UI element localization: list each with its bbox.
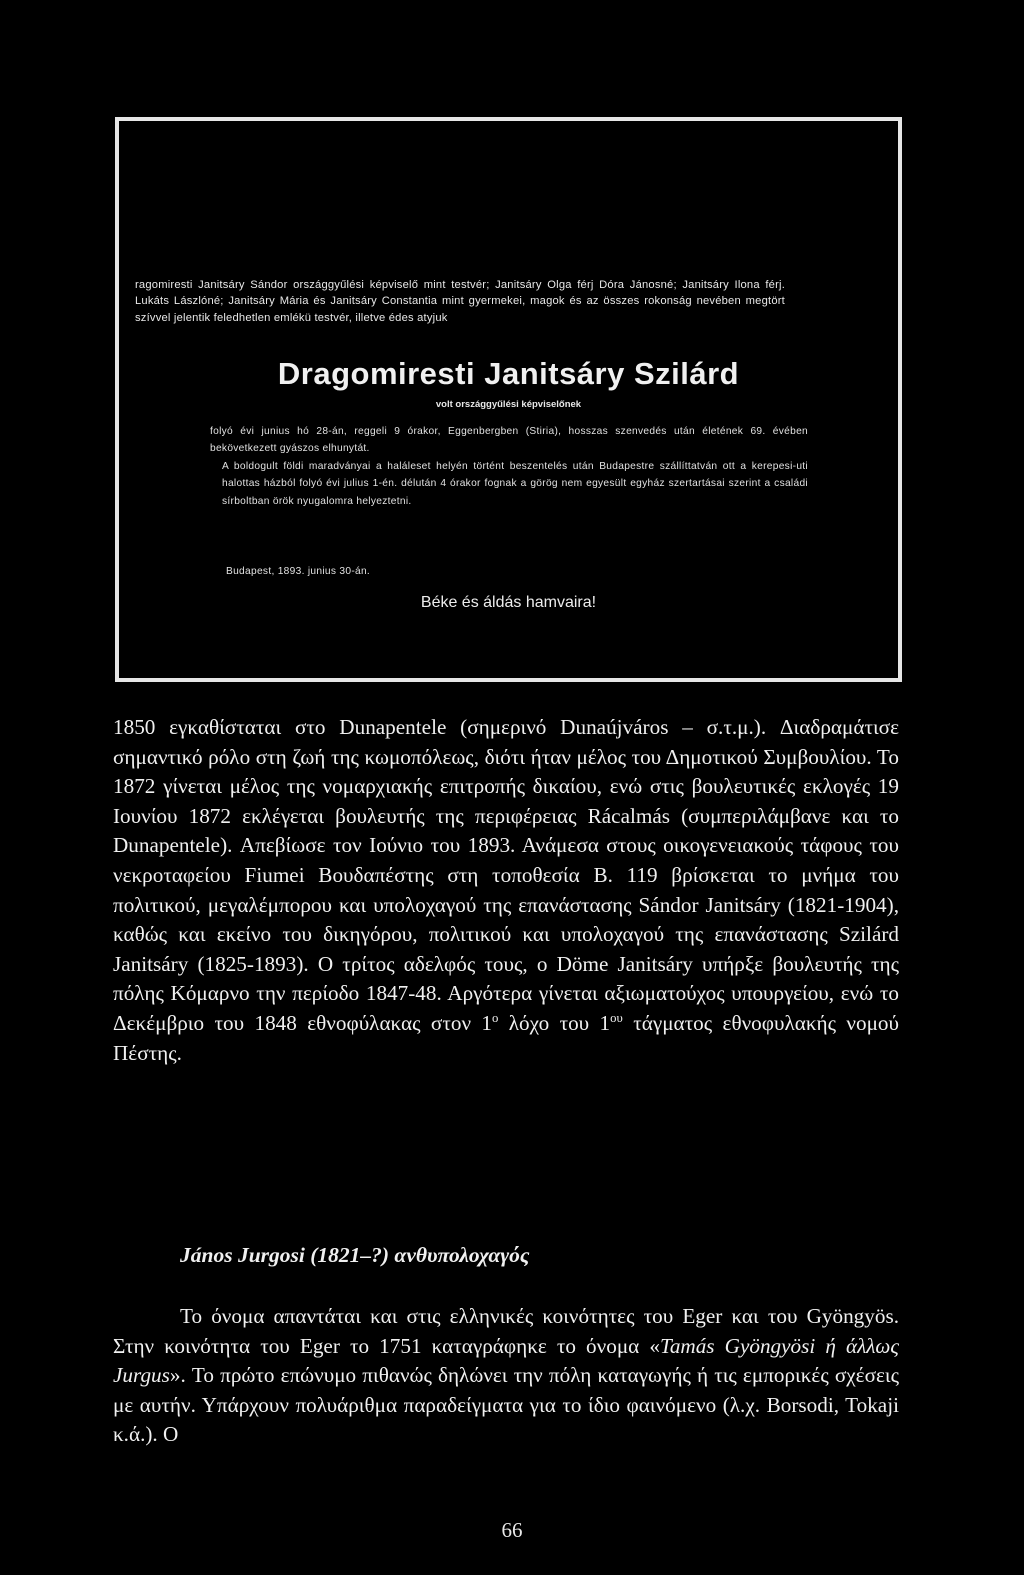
paragraph-2-italic-name: Tamás Gyöngyösi ή άλλως Jurgus [113, 1333, 899, 1388]
paragraph-2-text-end: ». Το πρώτο επώνυμο πιθανώς δηλώνει την πόλη καταγωγής ή τις εμπορικές σχέσεις με αυτήν. Υπάρχουν πολυάριθμα παραδείγματα για το ίδιο φαινόμενο (λ.χ. Borsodi, Tokaji κ.ά.). Ο [113, 1363, 899, 1447]
superscript-1: ο [492, 1010, 499, 1025]
superscript-2: ου [610, 1010, 623, 1025]
notice-closing: Béke és áldás hamvaira! [420, 594, 597, 611]
paragraph-1-text-middle: λόχο του 1 [498, 1010, 611, 1035]
body-paragraph-1 [113, 713, 899, 1068]
body-paragraph-2 [113, 1302, 899, 1450]
paragraph-1-text-end: τάγματος εθνοφυλακής νομού Πέστης. [113, 1010, 900, 1065]
notice-body-paragraph-1: folyó évi junius hó 28-án, reggeli 9 órakor, Eggenbergben (Stiria), hosszas szenvedés után életének 69. évében bekövetkezett gyászos elhunytát. [210, 426, 808, 455]
notice-body-paragraph-2: A boldogult földi maradványai a haláleset helyén történt beszentelés után Budapestre szállíttatván ott a kerepesi-uti halottas házból folyó évi julius 1-én. délután 4 órakor fognak a görög nem egyesült egyház szertartásai szerint a családi sírboltban örök nyugalomra helyeztetni. [222, 460, 808, 507]
notice-date: Budapest, 1893. junius 30-án. [226, 566, 371, 577]
page-number: 66 [501, 1518, 523, 1542]
notice-header-text: ragomiresti Janitsáry Sándor országgyűlési képviselő mint testvér; Janitsáry Olga férj Dóra Jánosné; Janitsáry Ilona férj. Lukáts Lászlóné; Janitsáry Mária és Janitsáry Constantia mint gyermekei, magok és az összes rokonság nevében megtört szívvel jelentik feledhetlen emlékü testvér, illetve édes atyjuk [135, 279, 785, 324]
notice-deceased-role: volt országgyűlési képviselőnek [435, 399, 582, 410]
paragraph-2-text: Το όνομα απαντάται και στις ελληνικές κοινότητες του Eger και του Gyöngyös. Στην κοινότητα του Eger το 1751 καταγράφηκε το όνομα « [113, 1304, 899, 1358]
notice-body [210, 423, 808, 510]
notice-deceased-name: Dragomiresti Janitsáry Szilárd [277, 356, 740, 391]
section-heading: János Jurgosi (1821–?) ανθυπολοχαγός [180, 1243, 530, 1267]
paragraph-1-text: 1850 εγκαθίσταται στο Dunapentele (σημερινό Dunaújváros – σ.τ.μ.). Διαδραμάτισε σημαντικό ρόλο στη ζωή της κωμοπόλεως, διότι ήταν μέλος του Δημοτικού Συμβουλίου. Το 1872 γίνεται μέλος της νομαρχιακής επιτροπής δικαίου, ενώ στις βουλευτικές εκλογές 19 Ιουνίου 1872 εκλέγεται βουλευτής της περιφέρειας Rácalmás (συμπεριλάμβανε και το Dunapentele). Απεβίωσε τον Ιούνιο του 1893. Ανάμεσα στους οικογενειακούς τάφους του νεκροταφείου Fiumei Βουδαπέστης στη τοποθεσία Β. 119 βρίσκεται το μνήμα του πολιτικού, μεγαλέμπορου και υπολοχαγού της επανάστασης Sándor Janitsáry (1821-1904), καθώς και εκείνο του δικηγόρου, πολιτικού και υπολοχαγού της επανάστασης Szilárd Janitsáry (1825-1893). Ο τρίτος αδελφός τους, ο Döme Janitsáry υπήρξε βουλευτής της πόλης Κόμαρνο την περίοδο 1847-48. Αργότερα γίνεται αξιωματούχος υπουργείου, ενώ το Δεκέμβριο του 1848 εθνοφύλακας στον 1 [113, 715, 899, 1035]
